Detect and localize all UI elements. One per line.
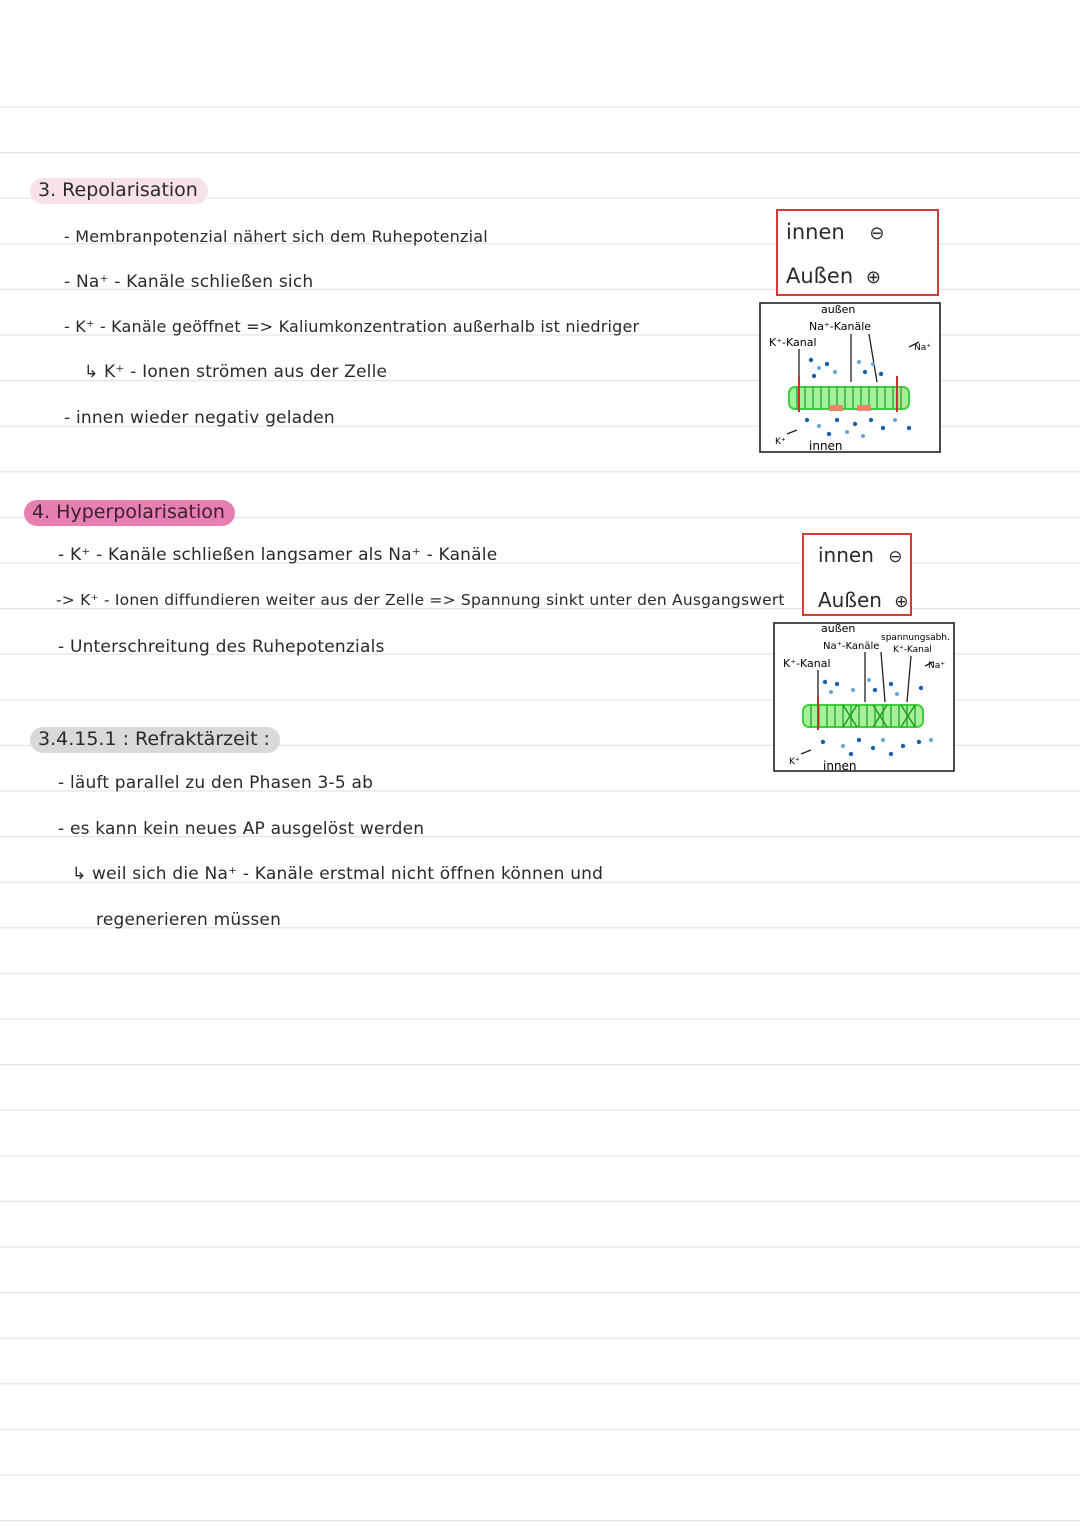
hyper-bullet-2: -> K⁺ - Ionen diffundieren weiter aus der Zelle => Spannung sinkt unter den Ausgangswert [56, 591, 785, 609]
ion-dot [823, 680, 827, 684]
ion-dot [889, 752, 893, 756]
ion-dot [841, 744, 845, 748]
repol-bullet-1: - Membranpotenzial nähert sich dem Ruhepotenzial [64, 227, 488, 246]
d1-label-aussen: außen [821, 303, 856, 316]
repol-bullet-5: - innen wieder negativ geladen [64, 408, 335, 428]
ion-dot [889, 682, 893, 686]
ion-dot [881, 738, 885, 742]
ion-dot [895, 692, 899, 696]
legend2-innen: innen [818, 543, 874, 567]
legend1-innen: innen [786, 220, 845, 244]
charge-legend-1 [776, 209, 939, 296]
ion-dot [817, 424, 821, 428]
minus-sign-icon: ⊖ [888, 547, 903, 567]
ion-dot [893, 418, 897, 422]
d2-label-aussen: außen [821, 622, 856, 635]
d2-membrane [803, 705, 923, 727]
ion-dot [857, 738, 861, 742]
repol-bullet-2: - Na⁺ - Kanäle schließen sich [64, 272, 314, 292]
d2-label-k-kanal-right: K⁺-Kanal [893, 645, 932, 655]
refrakt-bullet-1: - läuft parallel zu den Phasen 3-5 ab [58, 773, 374, 793]
ion-dot [825, 362, 829, 366]
ion-dot [851, 688, 855, 692]
ion-dot [833, 370, 837, 374]
legend1-aussen: Außen [786, 264, 854, 288]
ion-dot [861, 434, 865, 438]
ion-dot [907, 426, 911, 430]
legend2-aussen: Außen [818, 588, 882, 612]
d1-channel-2 [857, 405, 871, 411]
plus-sign-icon: ⊕ [894, 592, 909, 612]
ion-dot [919, 686, 923, 690]
d2-label-k-kanal: K⁺-Kanal [783, 657, 831, 670]
ion-dot [867, 678, 871, 682]
membrane-diagram-repolarisation [759, 302, 941, 453]
ion-dot [879, 372, 883, 376]
heading-repolarisation: 3. Repolarisation [30, 178, 208, 204]
heading-refraktaerzeit: 3.4.15.1 : Refraktärzeit : [30, 727, 280, 753]
ion-dot [881, 426, 885, 430]
ion-dot [853, 422, 857, 426]
hyper-bullet-1: - K⁺ - Kanäle schließen langsamer als Na⁺ - Kanäle [58, 545, 498, 565]
ion-dot [817, 366, 821, 370]
ion-dot [805, 418, 809, 422]
ion-dot [845, 430, 849, 434]
d2-label-spannungsabh: spannungsabh. [881, 633, 950, 643]
ion-dot [929, 738, 933, 742]
refrakt-bullet-4: regenerieren müssen [96, 910, 282, 930]
d1-label-k-kanal: K⁺-Kanal [769, 336, 817, 349]
ion-dot [827, 432, 831, 436]
ion-dot [835, 682, 839, 686]
minus-sign-icon: ⊖ [869, 223, 885, 244]
ion-dot [917, 740, 921, 744]
d1-label-na-ion: Na⁺ [914, 343, 931, 353]
ion-dot [873, 688, 877, 692]
membrane-diagram-hyperpolarisation [773, 622, 955, 772]
ion-dot [871, 746, 875, 750]
ion-dot [869, 418, 873, 422]
d1-membrane [789, 387, 909, 409]
ion-dot [835, 418, 839, 422]
ion-dot [829, 690, 833, 694]
d1-label-na-kanaele: Na⁺-Kanäle [809, 320, 872, 333]
d2-label-na-ion: Na⁺ [928, 661, 945, 671]
repol-bullet-3: - K⁺ - Kanäle geöffnet => Kaliumkonzentration außerhalb ist niedriger [64, 317, 640, 336]
ion-dot [849, 752, 853, 756]
ion-dot [901, 744, 905, 748]
d2-label-innen: innen [823, 759, 857, 772]
ion-dot [809, 358, 813, 362]
ion-dot [863, 370, 867, 374]
charge-legend-2 [802, 533, 912, 616]
refrakt-bullet-3: ↳ weil sich die Na⁺ - Kanäle erstmal nicht öffnen können und [72, 864, 604, 884]
ion-dot [871, 362, 875, 366]
d2-label-k-ion: K⁺ [789, 757, 800, 767]
ion-dot [857, 360, 861, 364]
heading-hyperpolarisation: 4. Hyperpolarisation [24, 500, 235, 526]
ion-dot [812, 374, 816, 378]
refrakt-bullet-2: - es kann kein neues AP ausgelöst werden [58, 819, 425, 839]
d1-label-k-ion: K⁺ [775, 437, 786, 447]
d1-label-innen: innen [809, 439, 843, 453]
d2-label-na-kanaele: Na⁺-Kanäle [823, 641, 880, 652]
ion-dot [821, 740, 825, 744]
repol-bullet-4: ↳ K⁺ - Ionen strömen aus der Zelle [84, 362, 388, 382]
plus-sign-icon: ⊕ [865, 267, 881, 288]
hyper-bullet-3: - Unterschreitung des Ruhepotenzials [58, 637, 385, 657]
d1-channel-1 [829, 405, 843, 411]
